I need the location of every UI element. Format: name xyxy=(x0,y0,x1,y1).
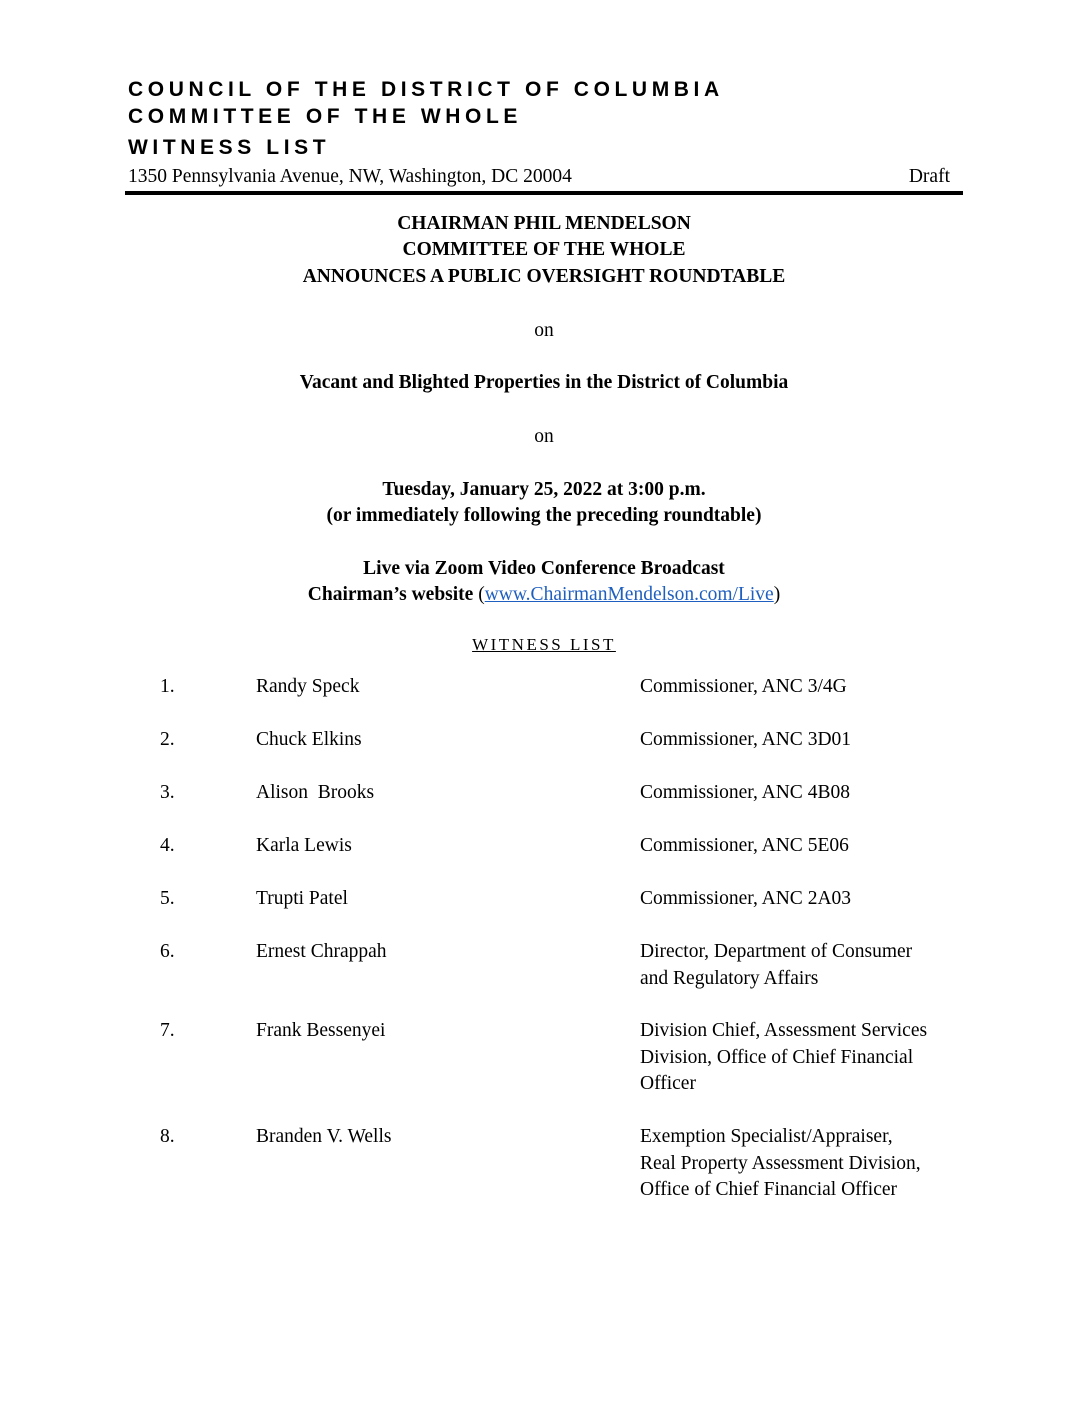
witness-number: 6. xyxy=(160,941,175,962)
witness-title xyxy=(640,674,970,701)
witness-list-heading xyxy=(0,633,1088,657)
witness-name: Trupti Patel xyxy=(256,888,348,909)
witness-number: 3. xyxy=(160,782,175,803)
hearing-date-note: (or immediately following the preceding roundtable) xyxy=(326,505,762,526)
website-label: Chairman’s website xyxy=(307,584,474,605)
venue: Live via Zoom Video Conference Broadcast xyxy=(363,558,725,579)
header-rule xyxy=(125,191,963,195)
witness-title-line: Commissioner, ANC 5E06 xyxy=(640,835,849,856)
witness-name: Chuck Elkins xyxy=(256,729,362,750)
witness-title xyxy=(640,1124,970,1204)
witness-number: 1. xyxy=(160,676,175,697)
hearing-date: Tuesday, January 25, 2022 at 3:00 p.m. xyxy=(382,479,706,500)
witness-title-line: Commissioner, ANC 3/4G xyxy=(640,676,847,697)
witness-number: 2. xyxy=(160,729,175,750)
witness-name: Branden V. Wells xyxy=(256,1126,392,1147)
witness-title-line: Office of Chief Financial Officer xyxy=(640,1179,898,1200)
witness-title xyxy=(640,833,970,860)
witness-name: Alison Brooks xyxy=(256,782,375,803)
witness-title-line: Exemption Specialist/Appraiser, xyxy=(640,1126,893,1147)
address: 1350 Pennsylvania Avenue, NW, Washington, DC 20004 xyxy=(128,166,572,187)
witness-title-line: and Regulatory Affairs xyxy=(640,967,819,989)
witness-title-line: Division Chief, Assessment Services xyxy=(640,1020,928,1041)
website-close-paren: ) xyxy=(773,584,781,605)
hearing-subject: Vacant and Blighted Properties in the District of Columbia xyxy=(299,372,789,393)
witness-name: Ernest Chrappah xyxy=(256,941,387,962)
committee-line: COMMITTEE OF THE WHOLE xyxy=(402,239,686,260)
witness-title xyxy=(640,1018,970,1098)
witness-number: 5. xyxy=(160,888,175,909)
committee-name: COMMITTEE OF THE WHOLE xyxy=(128,105,523,128)
witness-name: Frank Bessenyei xyxy=(256,1020,386,1041)
on-separator: on xyxy=(534,320,554,341)
on-separator: on xyxy=(534,426,554,447)
witness-title-line: Real Property Assessment Division, xyxy=(640,1152,921,1174)
chairman-line: CHAIRMAN PHIL MENDELSON xyxy=(397,213,691,234)
witness-name: Randy Speck xyxy=(256,676,360,697)
announcement-line: ANNOUNCES A PUBLIC OVERSIGHT ROUNDTABLE xyxy=(302,266,786,287)
document-type: WITNESS LIST xyxy=(128,136,331,159)
witness-title-line: Officer xyxy=(640,1073,696,1094)
witness-title-line: Director, Department of Consumer xyxy=(640,941,913,962)
witness-title xyxy=(640,939,970,992)
witness-number: 4. xyxy=(160,835,175,856)
website-line xyxy=(0,582,1088,608)
witness-title-line: Commissioner, ANC 4B08 xyxy=(640,782,850,803)
website-open-paren: ( xyxy=(478,584,485,605)
witness-title xyxy=(640,727,970,754)
council-name: COUNCIL OF THE DISTRICT OF COLUMBIA xyxy=(128,78,724,101)
witness-title xyxy=(640,886,970,913)
witness-number: 8. xyxy=(160,1126,175,1147)
website-link[interactable]: www.ChairmanMendelson.com/Live xyxy=(484,584,774,605)
witness-list-title: WITNESS LIST xyxy=(472,635,616,654)
witness-title xyxy=(640,780,970,807)
draft-label: Draft xyxy=(908,166,950,187)
witness-title-line: Division, Office of Chief Financial xyxy=(640,1046,914,1068)
witness-number: 7. xyxy=(160,1020,175,1041)
witness-title-line: Commissioner, ANC 3D01 xyxy=(640,729,852,750)
witness-title-line: Commissioner, ANC 2A03 xyxy=(640,888,852,909)
witness-name: Karla Lewis xyxy=(256,835,352,856)
